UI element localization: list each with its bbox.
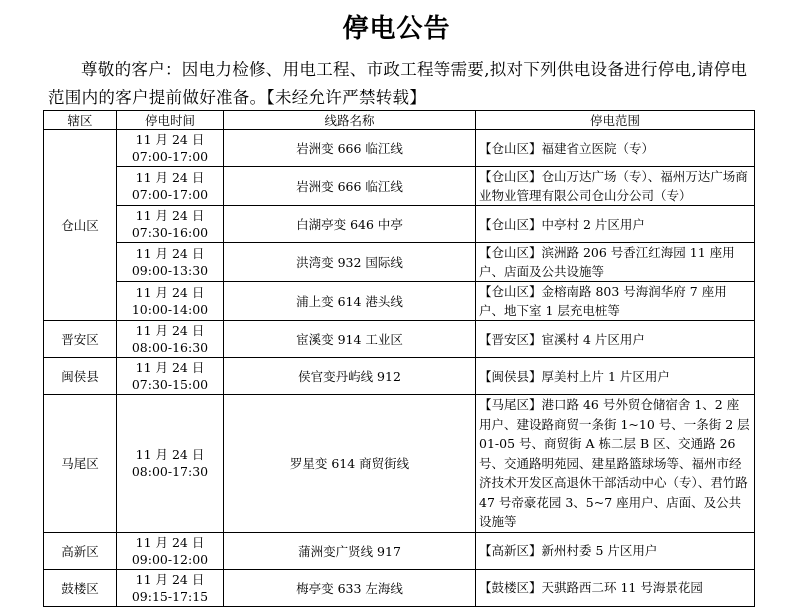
range-cell: 【鼓楼区】天骐路西二环 11 号海景花园 xyxy=(476,569,755,606)
line-cell: 岩洲变 666 临江线 xyxy=(224,167,476,206)
range-cell: 【仓山区】滨洲路 206 号香江红海园 11 座用户、店面及公共设施等 xyxy=(476,243,755,282)
date-text: 11 月 24 日 xyxy=(135,447,205,463)
time-text: 08:00-17:30 xyxy=(131,464,209,480)
range-cell: 【闽侯县】厚美村上片 1 片区用户 xyxy=(476,358,755,395)
table-row xyxy=(44,395,755,533)
time-cell xyxy=(117,569,224,606)
table-row xyxy=(44,282,755,321)
range-cell: 【晋安区】宦溪村 4 片区用户 xyxy=(476,321,755,358)
district-cell: 仓山区 xyxy=(44,130,117,321)
table-row xyxy=(44,321,755,358)
line-cell: 白湖亭变 646 中亭 xyxy=(224,206,476,243)
line-cell: 蒲洲变广贤线 917 xyxy=(224,532,476,569)
table-row xyxy=(44,569,755,606)
range-cell: 【仓山区】中亭村 2 片区用户 xyxy=(476,206,755,243)
range-cell: 【高新区】新州村委 5 片区用户 xyxy=(476,532,755,569)
table-row xyxy=(44,243,755,282)
time-text: 09:00-13:30 xyxy=(131,263,209,278)
page-title: 停电公告 xyxy=(342,14,451,44)
time-text: 08:00-16:30 xyxy=(131,340,209,355)
table-row xyxy=(44,532,755,569)
date-text: 11 月 24 日 xyxy=(135,534,205,550)
time-text: 07:30-16:00 xyxy=(131,225,209,240)
district-cell: 闽侯县 xyxy=(44,358,117,395)
district-cell: 鼓楼区 xyxy=(44,569,117,606)
header-time: 停电时间 xyxy=(117,111,224,130)
table-header-row xyxy=(44,111,755,130)
district-cell: 晋安区 xyxy=(44,321,117,358)
table-row xyxy=(44,167,755,206)
time-text: 09:00-12:00 xyxy=(131,551,209,567)
table-row xyxy=(44,358,755,395)
date-text: 11 月 24 日 xyxy=(135,571,205,587)
range-cell: 【仓山区】仓山万达广场（专）、福州万达广场商业物业管理有限公司仓山分公司（专） xyxy=(476,167,755,206)
range-cell: 【马尾区】港口路 46 号外贸仓储宿舍 1、2 座用户、建设路商贸一条街 1~10 号、一条街 2 层 01-05 号、商贸街 A 栋二层 B 区、交通路 26 号、交通路明苑园、建星路篮球场等、福州市经济技术开发区高退休干部活动中心（专）、君竹路 47 号帝豪花园 3、5~7 座用户、店面、及公共设施等 xyxy=(476,395,755,533)
notice-intro: 尊敬的客户：因电力检修、用电工程、市政工程等需要,拟对下列供电设备进行停电,请停电范围内的客户提前做好准备。【未经允许严禁转载】 xyxy=(48,60,748,107)
time-text: 07:00-17:00 xyxy=(131,149,209,164)
time-cell xyxy=(117,282,224,321)
header-line: 线路名称 xyxy=(224,111,476,130)
table-row xyxy=(44,206,755,243)
line-cell: 梅亭变 633 左海线 xyxy=(224,569,476,606)
line-cell: 岩洲变 666 临江线 xyxy=(224,130,476,167)
header-range: 停电范围 xyxy=(476,111,755,130)
line-cell: 侯官变丹屿线 912 xyxy=(224,358,476,395)
header-district: 辖区 xyxy=(44,111,117,130)
date-text: 11 月 24 日 xyxy=(135,285,205,300)
time-text: 07:00-17:00 xyxy=(131,187,209,202)
time-cell xyxy=(117,321,224,358)
outage-table xyxy=(43,110,755,607)
district-cell: 高新区 xyxy=(44,532,117,569)
table-row xyxy=(44,130,755,167)
line-cell: 浦上变 614 港头线 xyxy=(224,282,476,321)
time-cell xyxy=(117,167,224,206)
time-cell xyxy=(117,243,224,282)
date-text: 11 月 24 日 xyxy=(135,132,205,147)
date-text: 11 月 24 日 xyxy=(135,323,205,338)
district-cell: 马尾区 xyxy=(44,395,117,533)
time-text: 07:30-15:00 xyxy=(131,377,209,392)
time-text: 10:00-14:00 xyxy=(131,302,209,317)
time-cell xyxy=(117,130,224,167)
date-text: 11 月 24 日 xyxy=(135,208,205,223)
time-cell xyxy=(117,206,224,243)
range-cell: 【仓山区】福建省立医院（专） xyxy=(476,130,755,167)
date-text: 11 月 24 日 xyxy=(135,246,205,261)
line-cell: 宦溪变 914 工业区 xyxy=(224,321,476,358)
time-cell xyxy=(117,358,224,395)
date-text: 11 月 24 日 xyxy=(135,360,205,375)
line-cell: 罗星变 614 商贸街线 xyxy=(224,395,476,533)
time-text: 09:15-17:15 xyxy=(131,588,209,604)
time-cell xyxy=(117,532,224,569)
line-cell: 洪湾变 932 国际线 xyxy=(224,243,476,282)
date-text: 11 月 24 日 xyxy=(135,170,205,185)
time-cell xyxy=(117,395,224,533)
range-cell: 【仓山区】金榕南路 803 号海润华府 7 座用户、地下室 1 层充电桩等 xyxy=(476,282,755,321)
